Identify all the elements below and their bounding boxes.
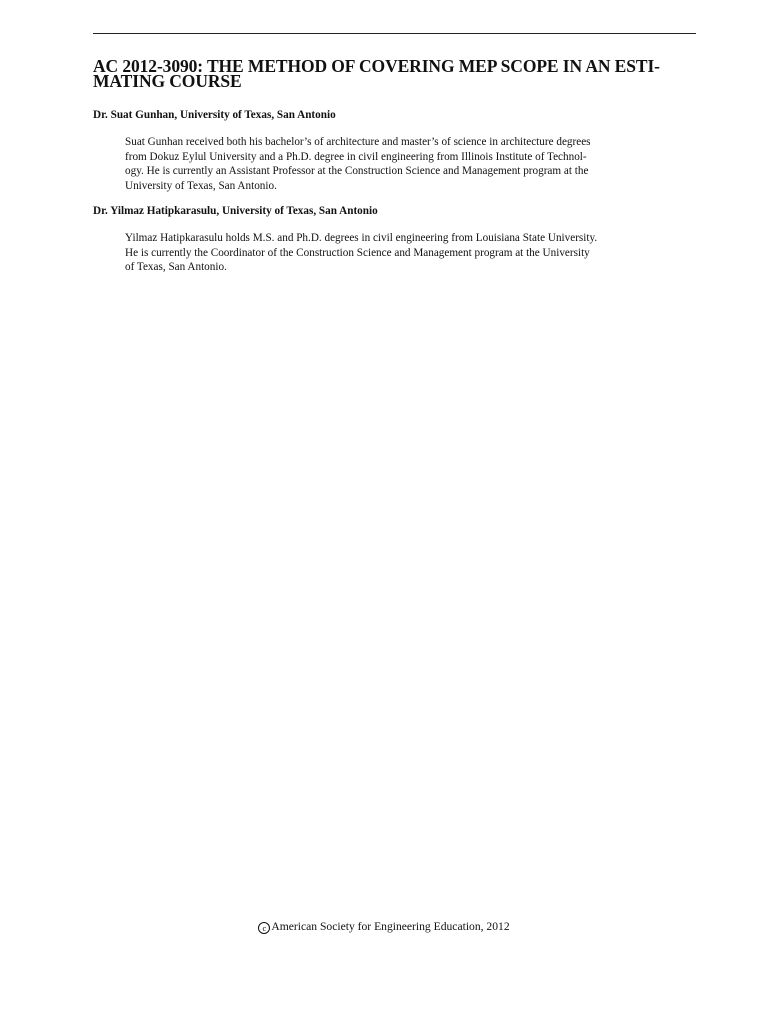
bio-line: University of Texas, San Antonio.	[125, 180, 277, 193]
paper-title	[93, 56, 699, 91]
bio-line: Yilmaz Hatipkarasulu holds M.S. and Ph.D. degrees in civil engineering from Louisiana State University.	[125, 232, 598, 244]
author-name: Dr. Yilmaz Hatipkarasulu, University of Texas, San Antonio	[93, 205, 378, 217]
bio-line: from Dokuz Eylul University and a Ph.D. degree in civil engineering from Illinois Institute of Technol-	[125, 150, 587, 163]
author-bio	[125, 231, 597, 275]
author-name: Dr. Suat Gunhan, University of Texas, San Antonio	[93, 109, 336, 121]
bio-line: Suat Gunhan received both his bachelor’s of architecture and master’s of science in architecture degrees	[125, 136, 591, 148]
copyright-icon: c	[258, 922, 270, 934]
paper-title-line: MATING COURSE	[93, 71, 242, 91]
header-rule	[93, 33, 696, 34]
bio-line: ogy. He is currently an Assistant Professor at the Construction Science and Management program at the	[125, 165, 589, 178]
author-bio	[125, 135, 591, 194]
copyright-text: American Society for Engineering Education, 2012	[271, 920, 510, 933]
copyright-footer	[0, 919, 768, 935]
bio-line: of Texas, San Antonio.	[125, 261, 227, 274]
paper-title-line: AC 2012-3090: THE METHOD OF COVERING MEP SCOPE IN AN ESTI-	[93, 56, 660, 76]
bio-line: He is currently the Coordinator of the Construction Science and Management program at the University	[125, 246, 590, 259]
